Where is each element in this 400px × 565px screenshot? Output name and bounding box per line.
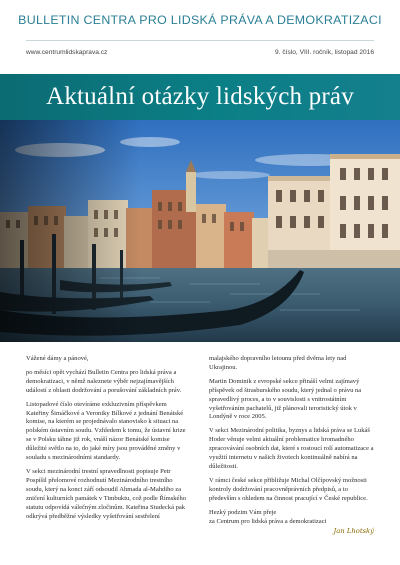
masthead xyxy=(0,0,400,40)
right-column xyxy=(209,355,374,560)
left-column xyxy=(26,355,191,560)
bulletin-title: BULLETIN CENTRA PRO LIDSKÁ PRÁVA A DEMOKRATIZACI xyxy=(18,13,382,27)
issue-info: 9. číslo, VIII. ročník, listopad 2016 xyxy=(275,48,374,56)
venice-canal-illustration xyxy=(0,120,400,342)
hero-image xyxy=(0,120,400,342)
header-divider xyxy=(26,40,374,41)
paragraph: Martin Dominik z evropské sekce přináší velmi zajímavý příspěvek od štrasburského soudu, který jednal o právu na spravedlivý proces, a to v souvislosti s vnitrostátním vyšetřováním pachatelů, již plánovali teroristický útok v Londýně v roce 2005. xyxy=(209,377,362,421)
paragraph: V rámci české sekce přibližuje Michal Olčípovský možnosti kontroly dodržování pracovněprávních předpisů, a to především s ohledem na činnost pracující v České republice. xyxy=(209,476,368,502)
paragraph: Listopadové číslo otevíráme exkluzivním příspěvkem Kateřiny Šimáčkové a Veroniky Bílkové z jednání Benátské komise, na kterém se projednávalo stanovisko k situaci na polském ústavním soudu. Vzhledem k tomu, že ústavní krize se v Polsku táhne již rok, vnáší názor Benátské komise důležité světlo na to, do jaké míry jsou prováděné změny v souladu s mezinárodními standardy. xyxy=(26,400,186,462)
paragraph: V sekci mezinárodní trestní spravedlnosti popisuje Petr Pospíšil přelomové rozhodnutí Mezinárodního trestního soudu, který na konci září odsoudil Ahmada al-Mahdiho za zničení kulturních památek v Timbuktu, což podle Římského statutu odpovídá válečným zločinům. Kateřina Studecká pak odkrývá předběžné výsledky vyšetřování sestřelení xyxy=(26,467,187,520)
greeting: Vážené dámy a pánové, xyxy=(26,355,89,362)
paragraph: malajského dopravního letounu před dvěma lety nad Ukrajinou. xyxy=(209,355,347,371)
meta-row xyxy=(26,46,374,58)
editorial-columns xyxy=(26,355,374,560)
issue-title: Aktuální otázky lidských práv xyxy=(46,83,354,110)
paragraph: po měsíci opět vychází Bulletin Centra pro lidská práva a demokratizaci, v němž naleznete výběr nejzajímavějších událostí z oblasti dodržování a porušování základních práv. xyxy=(26,368,182,394)
closing-organization: za Centrum pro lidská práva a demokratizaci xyxy=(209,517,327,525)
paragraph: V sekci Mezinárodní politika, byznys a lidská práva se Lukáš Hoder věnuje velmi aktuální problematice hromadného zpracovávání osobních dat, které s rostoucí rolí automatizace a využití internetu v našich životech kontinuálně nabírá na důležitosti. xyxy=(209,427,374,470)
title-band xyxy=(0,74,400,120)
signature: Jan Lhotský xyxy=(333,527,374,536)
closing-line: Hezký podzim Vám přeje xyxy=(209,508,277,516)
website-link[interactable]: www.centrumlidskaprava.cz xyxy=(26,48,108,56)
